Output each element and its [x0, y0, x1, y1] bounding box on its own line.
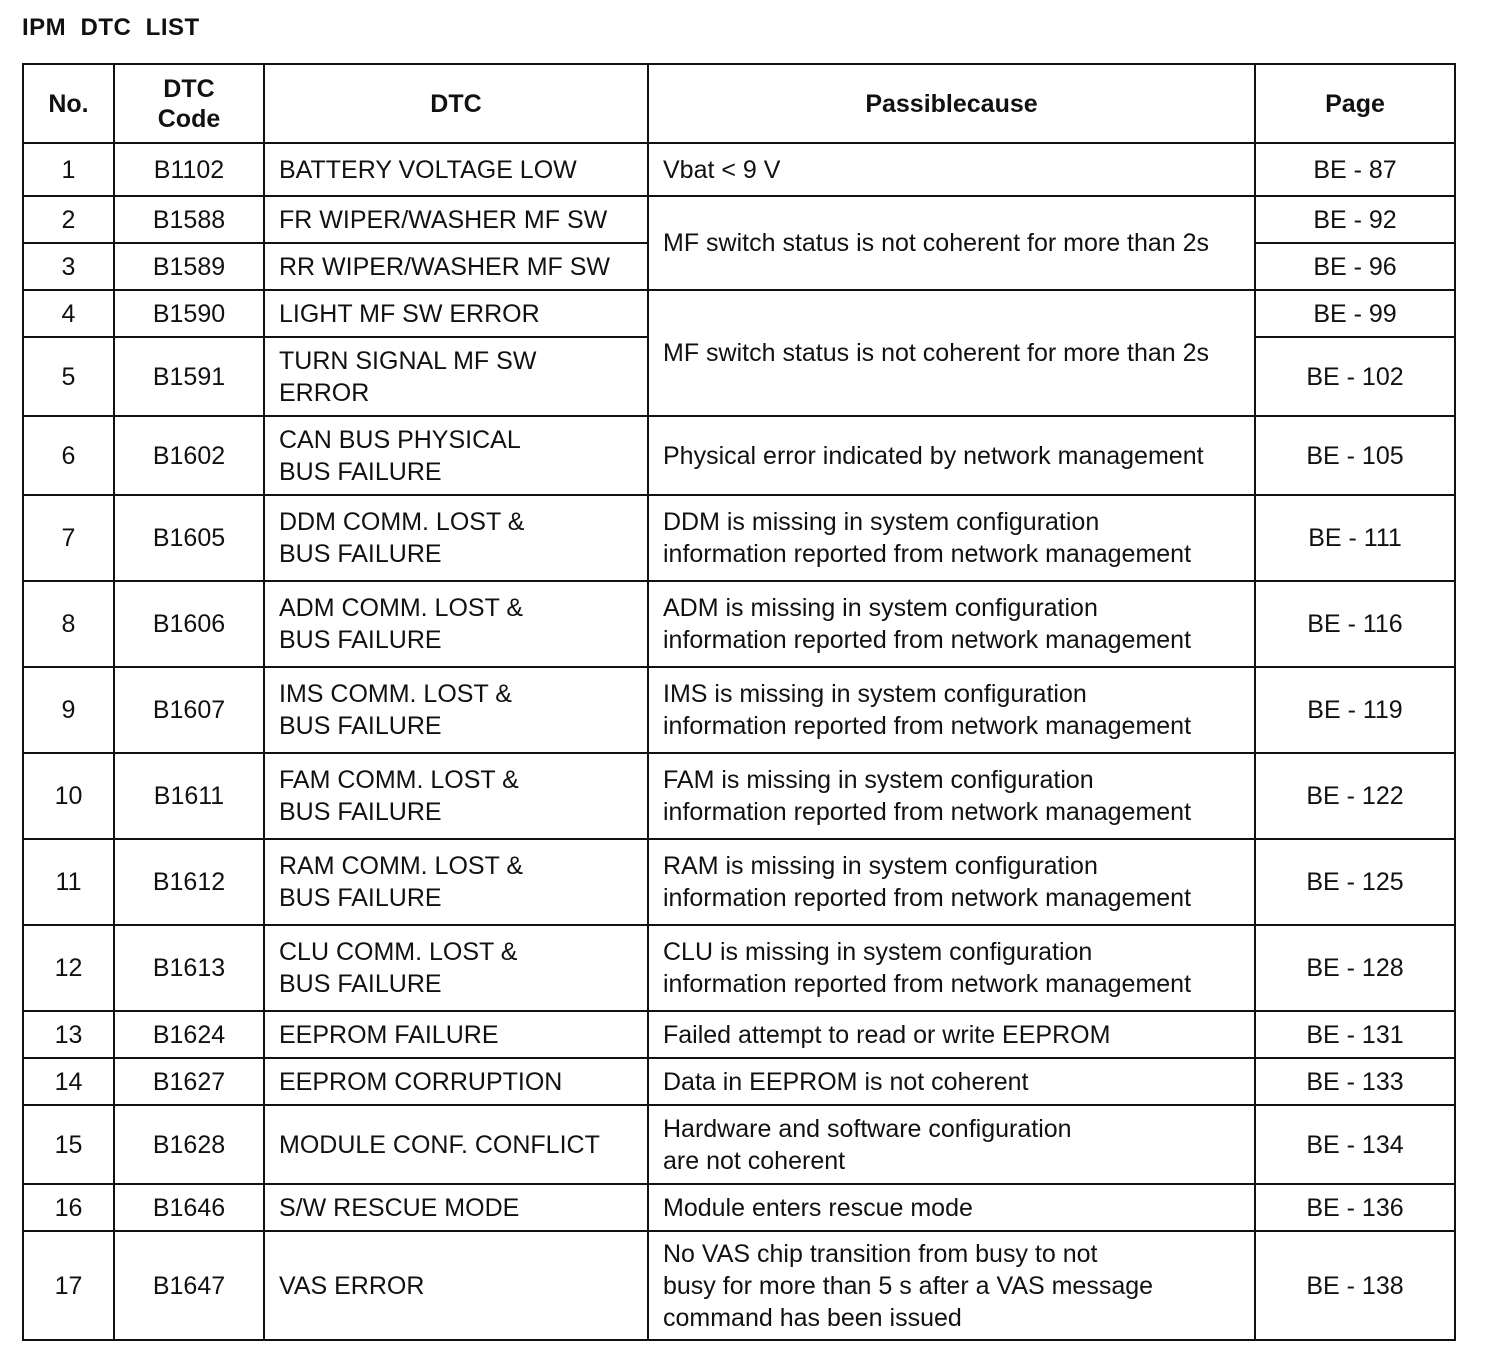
- table-row: [23, 1058, 1455, 1105]
- page-ref: BE - 102: [1255, 337, 1455, 416]
- dtc-code: B1602: [114, 416, 264, 495]
- possible-cause: [648, 1058, 1255, 1105]
- page-ref: BE - 119: [1255, 667, 1455, 753]
- dtc-code: B1612: [114, 839, 264, 925]
- possible-cause: [648, 1231, 1255, 1340]
- dtc-description: [264, 667, 648, 753]
- dtc-text: DDM COMM. LOST & BUS FAILURE: [279, 508, 525, 568]
- dtc-description: [264, 290, 648, 337]
- dtc-code: B1624: [114, 1011, 264, 1058]
- table-row: [23, 416, 1455, 495]
- table-row: [23, 143, 1455, 196]
- table-row: [23, 1105, 1455, 1184]
- page-ref: BE - 131: [1255, 1011, 1455, 1058]
- cause-text: Hardware and software configuration are not coherent: [663, 1114, 1072, 1175]
- cause-text: Physical error indicated by network management: [663, 441, 1204, 470]
- row-number: 12: [23, 925, 114, 1011]
- cause-text: FAM is missing in system configuration information reported from network management: [663, 766, 1192, 826]
- possible-cause: [648, 143, 1255, 196]
- table-header-row: [23, 64, 1455, 143]
- dtc-code: B1606: [114, 581, 264, 667]
- page-ref: BE - 116: [1255, 581, 1455, 667]
- row-number: 2: [23, 196, 114, 243]
- table-row: [23, 753, 1455, 839]
- possible-cause: [648, 416, 1255, 495]
- table-row: [23, 495, 1455, 581]
- dtc-code: B1589: [114, 243, 264, 290]
- page-ref: BE - 96: [1255, 243, 1455, 290]
- row-number: 17: [23, 1231, 114, 1340]
- header-dtc: DTC: [264, 64, 648, 143]
- page-ref: BE - 111: [1255, 495, 1455, 581]
- page-ref: BE - 122: [1255, 753, 1455, 839]
- possible-cause: [648, 1105, 1255, 1184]
- row-number: 1: [23, 143, 114, 196]
- header-no: No.: [23, 64, 114, 143]
- row-number: 14: [23, 1058, 114, 1105]
- dtc-code: B1590: [114, 290, 264, 337]
- table-row: [23, 925, 1455, 1011]
- row-number: 10: [23, 753, 114, 839]
- table-row: [23, 839, 1455, 925]
- dtc-code: B1646: [114, 1184, 264, 1231]
- dtc-code: B1605: [114, 495, 264, 581]
- table-row: [23, 290, 1455, 337]
- dtc-text: EEPROM FAILURE: [279, 1020, 499, 1049]
- possible-cause: [648, 925, 1255, 1011]
- dtc-description: [264, 143, 648, 196]
- dtc-description: [264, 337, 648, 416]
- dtc-description: [264, 925, 648, 1011]
- dtc-description: [264, 196, 648, 243]
- row-number: 4: [23, 290, 114, 337]
- header-dtc-code: [114, 64, 264, 143]
- page-ref: BE - 125: [1255, 839, 1455, 925]
- header-dtc-code-label: DTC Code: [157, 74, 221, 133]
- dtc-text: VAS ERROR: [279, 1271, 425, 1300]
- page-ref: BE - 136: [1255, 1184, 1455, 1231]
- dtc-table: [22, 63, 1456, 1341]
- dtc-description: [264, 839, 648, 925]
- row-number: 5: [23, 337, 114, 416]
- dtc-description: [264, 495, 648, 581]
- dtc-text: RR WIPER/WASHER MF SW: [279, 252, 611, 281]
- dtc-code: B1647: [114, 1231, 264, 1340]
- cause-text: No VAS chip transition from busy to not busy for more than 5 s after a VAS message command has been issued: [663, 1239, 1154, 1332]
- possible-cause: [648, 839, 1255, 925]
- table-row: [23, 1231, 1455, 1340]
- dtc-text: S/W RESCUE MODE: [279, 1193, 520, 1222]
- page-ref: BE - 134: [1255, 1105, 1455, 1184]
- dtc-text: IMS COMM. LOST & BUS FAILURE: [279, 680, 512, 740]
- dtc-code: B1627: [114, 1058, 264, 1105]
- page-title: IPM DTC LIST: [22, 14, 200, 41]
- possible-cause: [648, 1011, 1255, 1058]
- dtc-description: [264, 1011, 648, 1058]
- cause-text: MF switch status is not coherent for more than 2s: [663, 339, 1210, 367]
- cause-text: IMS is missing in system configuration information reported from network management: [663, 680, 1192, 740]
- row-number: 9: [23, 667, 114, 753]
- cause-text: Failed attempt to read or write EEPROM: [663, 1020, 1111, 1049]
- possible-cause: [648, 196, 1255, 290]
- row-number: 3: [23, 243, 114, 290]
- header-page: Page: [1255, 64, 1455, 143]
- dtc-text: ADM COMM. LOST & BUS FAILURE: [279, 594, 524, 654]
- dtc-text: FR WIPER/WASHER MF SW: [279, 205, 608, 234]
- page-ref: BE - 133: [1255, 1058, 1455, 1105]
- possible-cause: [648, 495, 1255, 581]
- cause-text: DDM is missing in system configuration information reported from network management: [663, 508, 1192, 568]
- dtc-code: B1613: [114, 925, 264, 1011]
- table-row: [23, 667, 1455, 753]
- possible-cause: [648, 753, 1255, 839]
- cause-text: RAM is missing in system configuration information reported from network management: [663, 852, 1192, 912]
- row-number: 6: [23, 416, 114, 495]
- dtc-code: B1588: [114, 196, 264, 243]
- dtc-text: BATTERY VOLTAGE LOW: [279, 155, 577, 184]
- possible-cause: [648, 667, 1255, 753]
- page-ref: BE - 105: [1255, 416, 1455, 495]
- dtc-description: [264, 243, 648, 290]
- page-ref: BE - 87: [1255, 143, 1455, 196]
- possible-cause: [648, 1184, 1255, 1231]
- dtc-text: CAN BUS PHYSICAL BUS FAILURE: [279, 425, 521, 486]
- header-cause: Passiblecause: [648, 64, 1255, 143]
- dtc-code: B1611: [114, 753, 264, 839]
- row-number: 15: [23, 1105, 114, 1184]
- cause-text: ADM is missing in system configuration information reported from network management: [663, 594, 1192, 654]
- dtc-code: B1102: [114, 143, 264, 196]
- dtc-text: CLU COMM. LOST & BUS FAILURE: [279, 938, 518, 998]
- table-row: [23, 581, 1455, 667]
- cause-text: Module enters rescue mode: [663, 1193, 973, 1222]
- table-row: [23, 1011, 1455, 1058]
- dtc-description: [264, 1058, 648, 1105]
- row-number: 13: [23, 1011, 114, 1058]
- dtc-code: B1591: [114, 337, 264, 416]
- cause-text: Vbat < 9 V: [663, 155, 781, 184]
- dtc-text: LIGHT MF SW ERROR: [279, 299, 540, 328]
- row-number: 16: [23, 1184, 114, 1231]
- dtc-description: [264, 1184, 648, 1231]
- dtc-description: [264, 416, 648, 495]
- dtc-description: [264, 581, 648, 667]
- dtc-description: [264, 1231, 648, 1340]
- page-ref: BE - 99: [1255, 290, 1455, 337]
- possible-cause: [648, 290, 1255, 416]
- cause-text: MF switch status is not coherent for more than 2s: [663, 229, 1210, 257]
- table-row: [23, 1184, 1455, 1231]
- table-row: [23, 196, 1455, 243]
- page-ref: BE - 128: [1255, 925, 1455, 1011]
- dtc-text: RAM COMM. LOST & BUS FAILURE: [279, 852, 524, 912]
- row-number: 8: [23, 581, 114, 667]
- cause-text: CLU is missing in system configuration information reported from network management: [663, 938, 1192, 998]
- dtc-text: TURN SIGNAL MF SW ERROR: [279, 346, 537, 407]
- row-number: 11: [23, 839, 114, 925]
- cause-text: Data in EEPROM is not coherent: [663, 1067, 1029, 1096]
- dtc-code: B1628: [114, 1105, 264, 1184]
- dtc-text: FAM COMM. LOST & BUS FAILURE: [279, 766, 519, 826]
- possible-cause: [648, 581, 1255, 667]
- page-ref: BE - 92: [1255, 196, 1455, 243]
- dtc-code: B1607: [114, 667, 264, 753]
- dtc-description: [264, 753, 648, 839]
- dtc-text: EEPROM CORRUPTION: [279, 1067, 563, 1096]
- dtc-description: [264, 1105, 648, 1184]
- dtc-text: MODULE CONF. CONFLICT: [279, 1130, 600, 1159]
- row-number: 7: [23, 495, 114, 581]
- page-ref: BE - 138: [1255, 1231, 1455, 1340]
